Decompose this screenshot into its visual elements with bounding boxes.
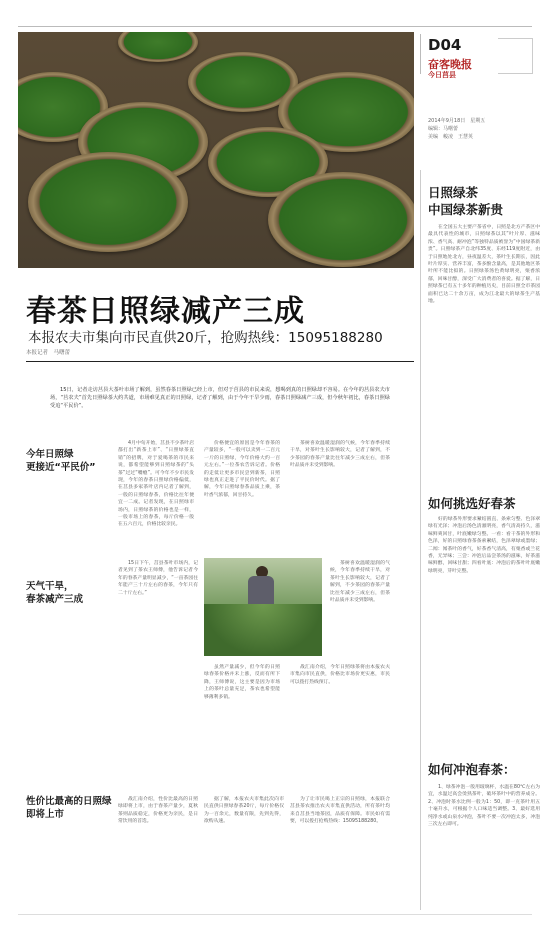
- header-ornament: [420, 34, 425, 74]
- article-col-3d: 为了让市民喝上正宗的日照绿，本报联合莒县茶农推出农夫市集直供活动，所有茶叶均来自莒县当地茶园，品质有保障。市民如有需要，可以拨打抢购热线：15095188280。: [290, 797, 390, 825]
- subhead-best-value: 性价比最高的日照绿 即将上市: [26, 796, 112, 820]
- page-header: [420, 32, 538, 160]
- article-col-1a: 4月中旬开始，莒县不少茶叶店都打出“新茶上市”、“日照绿茶直销”的招牌，对于爱喝茶的市民来说，都希望能够到日照绿茶的“头茶”过过“嘴瘾”。可今年不少市民发现，今年的春茶日照绿价格偏低，在莒县多家茶叶店内记者了解到，一般的日照绿春茶，价格比往年便宜一二成。记者发现，在日照绿市场内，日照绿茶的价格也是一样，一般市场上的春茶，每斤价格一般在五六百元，价格比较亲民。: [118, 441, 194, 528]
- article-col-2a: 价格便宜的原因是今年春茶的产量较多，“一般可以卖到一二百元一斤的日照绿，今年价格大约一百元左右。”一位茶农告诉记者。价格的走低让更多市民尝到新茶，日照绿也真正走进了平民价时代。据了解，今年日照绿春茶品质上乘，茶叶香气浓郁，回甘持久。: [204, 441, 280, 498]
- sidebar-article-3: 1、绿茶冲泡一般用玻璃杯，水温在80℃左右为宜，水温过高会烫熟茶叶，破坏茶叶中的营养成分。2、冲泡时茶水比例一般为1：50，即一克茶叶用五十毫升水，可根据个人口味适当调整。3、最好选用纯净水或山泉水冲泡，茶叶不要一次冲泡太多，冲泡三次左右即可。: [428, 785, 540, 828]
- column-divider: [420, 170, 421, 910]
- section-code: D04: [428, 36, 462, 54]
- article-col-1b: 15日下午，莒县茶叶市场内，记者见到了茶农王师傅，他告诉记者今年的春茶产量明显减少，“一亩茶园往年能产三十斤左右的春茶，今年只有二十斤左右。”: [118, 561, 198, 596]
- hero-photo-tea-trays: [18, 32, 414, 268]
- headline-rule: [26, 361, 414, 362]
- article-col-3b: 战汇南介绍，今年日照绿茶将由本报农夫市集向市民直供，价格比市场价更实惠，市民可以拨打热线预订。: [290, 665, 390, 685]
- article-col-3a: 茶树喜欢温暖湿润的气候，今年春季持续干旱，对茶叶生长影响较大，记者了解到，不少茶园的春茶产量比往年减少三成左右，但茶叶品质并未受到影响。: [290, 441, 390, 469]
- page-headline: 春茶日照绿减产三成: [26, 294, 305, 329]
- lead-paragraph: 15日，记者走访莒县大茶叶市场了解到，虽然春茶日照绿已经上市，但对于莒县的市民来说，想喝到真的日照绿却不容易。在今年的莒县农夫市场，“莒农夫”首先日照绿茶大约共道，市场难见真正的日照绿，记者了解到，由于今年干旱少雨，春茶日照绿减产三成，但今秋年初比，春茶日照绿受追“平民价”。: [50, 387, 390, 409]
- issue-date: 2014年9月18日 星期五: [428, 118, 486, 124]
- article-col-1c: 战汇南介绍，性价比最高的日照绿即将上市，由于春茶产量少，夏秋茶则品质稳定，价格更为亲民，是日常饮用的首选。: [118, 797, 198, 825]
- designer-credit: 美编 峻凌 王慧英: [428, 134, 474, 140]
- article-col-2b: 虽然产量减少，但今年的日照绿春茶价格并未上涨，反而有所下降，王师傅说，这主要是因为市场上的茶叶总量充足，茶农也希望能够薄利多销。: [204, 665, 280, 700]
- section-name: 今日莒县: [428, 70, 456, 79]
- article-col-3c: 茶树喜欢温暖湿润的气候，今年春季持续干旱，对茶叶生长影响较大，记者了解到，不少茶园的春茶产量比往年减少三成左右，但茶叶品质并未受到影响。: [330, 561, 390, 604]
- photo-tea-picker: [204, 558, 322, 656]
- sidebar-article-2: 好的绿茶外形要求紧结圆直、条索匀整、色泽翠绿有光泽；冲泡后汤色清澈明亮，香气清高持久，滋味鲜爽回甘，叶底嫩绿匀整。一看：看干茶的外形和色泽，好的日照绿春茶条索紧结，色泽翠绿或墨绿；二闻：闻茶叶的香气，好茶香气清高，有栗香或兰花香，无异味；三尝：冲泡后品尝茶汤的滋味，好茶滋味鲜醇，回味甘甜；四看叶底：冲泡后的茶叶叶底嫩绿明亮，芽叶完整。: [428, 517, 540, 574]
- subhead-drought: 天气干旱， 春茶减产三成: [26, 581, 84, 605]
- bottom-rule: [18, 914, 532, 915]
- subhead-civilian-price: 今年日照绿 更接近“平民价”: [26, 449, 96, 473]
- sidebar-title-choose-tea: 如何挑选好春茶: [428, 496, 516, 511]
- sidebar-title-riozhao-green-tea: 日照绿茶 中国绿茶新贵: [428, 185, 504, 217]
- header-decorative-frame: [498, 38, 533, 74]
- byline: 本报记者 马曙蕾: [26, 350, 71, 356]
- sidebar-article-1: 在全国五大主要产茶省中，日照是北方产茶区中最具代表性的城市，日照绿茶以其“叶片厚、滋味浓、香气高、耐冲泡”等独特品质被誉为“中国绿茶新贵”。日照绿茶产自北纬35度、东经119度附近，由于日照地处北方，昼夜温差大，茶叶生长期长，因此叶片厚实、营养丰富，茶多酚含量高，是其他地区茶叶所不能比拟的。日照绿茶汤色黄绿明亮，栗香浓郁，回味甘醇，深受广大消费者的喜爱。据了解，日照绿茶已有五十多年的种植历史，目前日照全市茶园面积已达二十余万亩，成为江北最大的绿茶生产基地。: [428, 225, 540, 305]
- sidebar-title-brew-tea: 如何冲泡春茶：: [428, 762, 516, 777]
- top-rule: [18, 26, 532, 27]
- page-subheadline: 本报农夫市集向市民直供20斤，抢购热线：15095188280: [28, 330, 383, 346]
- brand-logo: 奋客晚报: [428, 58, 472, 71]
- editor-credit: 编辑：马曙蕾: [428, 126, 459, 132]
- article-col-2c: 据了解，本报农夫市集此次向市民直供日照绿春茶20斤，每斤价格仅为一百余元，数量有限，先到先得，欲购从速。: [204, 797, 284, 825]
